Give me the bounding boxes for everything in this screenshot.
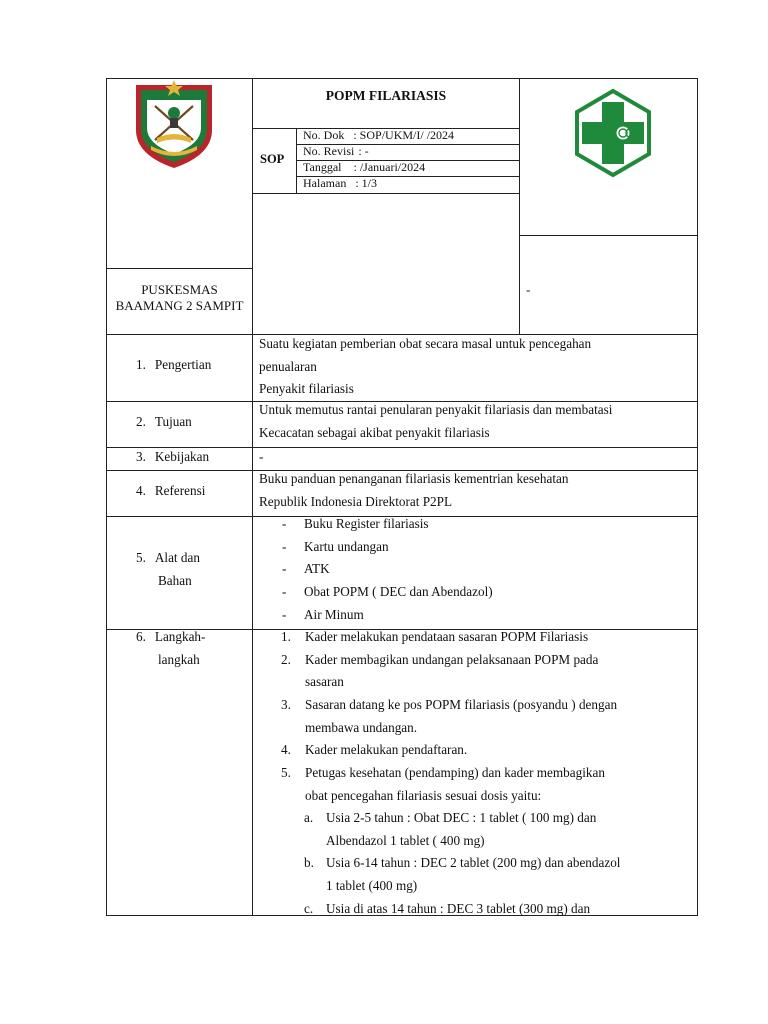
list-item: - Buku Register filariasis	[282, 516, 429, 531]
puskesmas-name: PUSKESMAS BAAMANG 2 SAMPIT	[115, 282, 244, 313]
list-item: a. Usia 2-5 tahun : Obat DEC : 1 tablet ( 100 mg) dan Albendazol 1 tablet ( 400 mg)	[304, 810, 597, 848]
list-item: b. Usia 6-14 tahun : DEC 2 tablet (200 mg) dan abendazol 1 tablet (400 mg)	[304, 855, 621, 894]
meta-tanggal: Tanggal : /Januari/2024	[303, 160, 426, 174]
row-label-kebijakan: 3. Kebijakan	[136, 449, 210, 464]
list-item: 4. Kader melakukan pendaftaran.	[281, 742, 468, 758]
right-dash: -	[526, 282, 531, 297]
row-label-alat-bahan: 5. Alat dan Bahan	[136, 550, 200, 588]
row-content-kebijakan: -	[259, 449, 264, 464]
list-item: 2. Kader membagikan undangan pelaksanaan POPM pada sasaran	[281, 651, 599, 690]
health-cross-logo	[568, 88, 658, 178]
list-item: - Obat POPM ( DEC dan Abendazol)	[282, 584, 493, 600]
list-item: 5. Petugas kesehatan (pendamping) dan kader membagikan obat pencegahan filariasis sesuai dosis yaitu:	[281, 765, 605, 803]
meta-no-dok: No. Dok : SOP/UKM/I/ /2024	[303, 128, 455, 142]
row-content-referensi: Buku panduan penanganan filariasis kementrian kesehatan Republik Indonesia Direktorat P2PL	[259, 471, 569, 509]
list-item: - Air Minum	[282, 606, 364, 622]
meta-halaman: Halaman : 1/3	[303, 176, 377, 190]
row-content-pengertian: Suatu kegiatan pemberian obat secara masal untuk pencegahan penualaran Penyakit filariasis	[259, 336, 592, 397]
row-label-tujuan: 2. Tujuan	[136, 414, 192, 429]
sop-label: SOP	[260, 152, 285, 166]
row-label-pengertian: 1. Pengertian	[136, 357, 212, 372]
langkah-steps	[281, 626, 691, 808]
list-item: 3. Sasaran datang ke pos POPM filariasis (posyandu ) dengan membawa undangan.	[281, 697, 618, 735]
list-item: - Kartu undangan	[282, 538, 389, 554]
document-title: POPM FILARIASIS	[325, 88, 447, 103]
list-item: 1. Kader melakukan pendataan sasaran POPM Filariasis	[281, 629, 589, 644]
dosage-substeps	[304, 807, 694, 920]
meta-no-revisi: No. Revisi : -	[303, 144, 369, 158]
list-item: c. Usia di atas 14 tahun : DEC 3 tablet (300 mg) dan	[304, 900, 591, 916]
list-item: - ATK	[282, 561, 330, 577]
alat-bahan-list	[282, 513, 493, 627]
row-label-referensi: 4. Referensi	[136, 483, 206, 498]
regency-seal-logo	[133, 80, 215, 170]
row-label-langkah: 6. Langkah- langkah	[136, 629, 206, 667]
row-content-tujuan: Untuk memutus rantai penularan penyakit filariasis dan membatasi Kecacatan sebagai akibat penyakit filariasis	[259, 402, 613, 440]
